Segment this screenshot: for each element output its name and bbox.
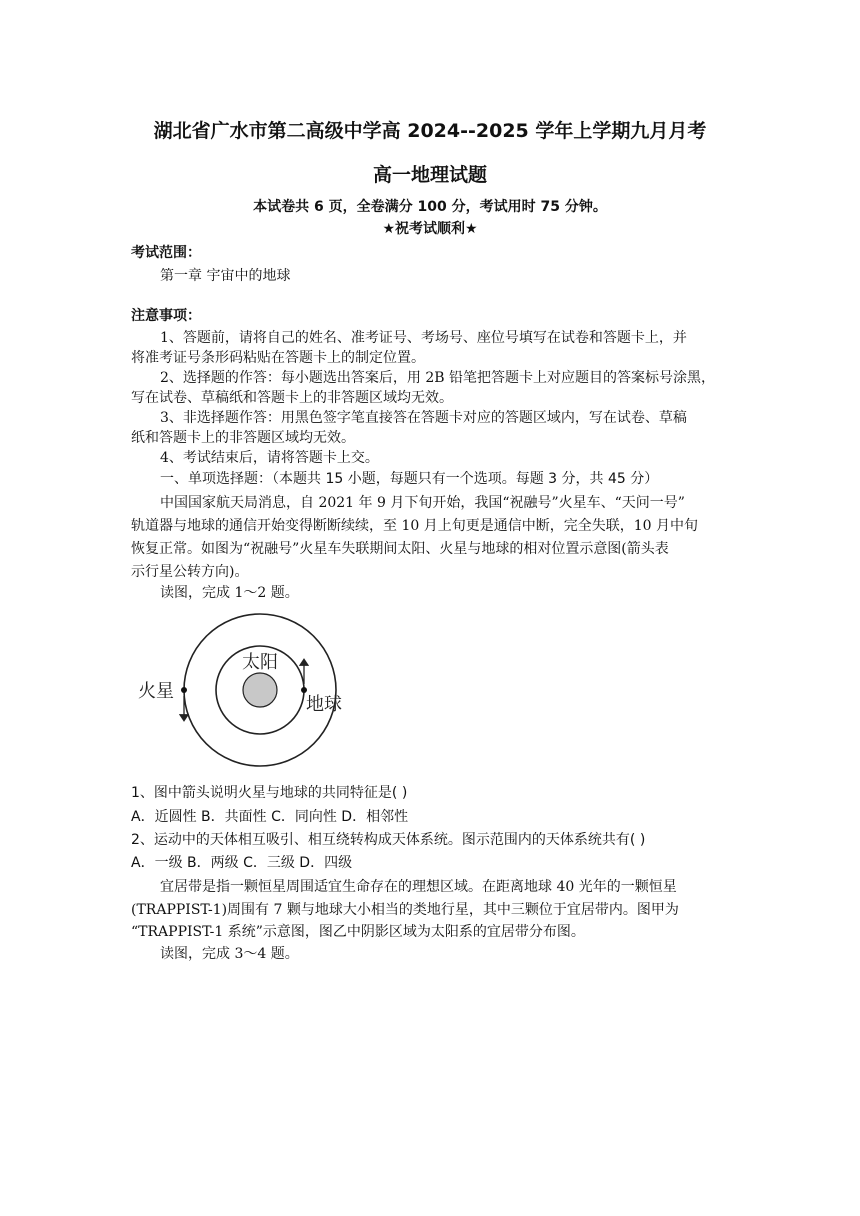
sun-disk <box>243 673 277 707</box>
passage1-line-2: 轨道器与地球的通信开始变得断断续续，至 10 月上旬更是通信中断，完全失联，10 月中旬 <box>131 518 698 534</box>
notes-line-2: 将准考证号条形码粘贴在答题卡上的制定位置。 <box>131 350 425 366</box>
passage1-line-4: 示行星公转方向)。 <box>131 564 249 580</box>
earth-label: 地球 <box>306 694 342 715</box>
earth-dot <box>301 687 307 693</box>
read-instruction-1: 读图，完成 1～2 题。 <box>160 585 299 601</box>
page-title: 湖北省广水市第二高级中学高 2024--2025 学年上学期九月月考 <box>153 120 707 142</box>
passage2-line-3: “TRAPPIST-1 系统”示意图，图乙中阴影区域为太阳系的宜居带分布图。 <box>131 924 585 940</box>
notes-line-1: 1、答题前，请将自己的姓名、准考证号、考场号、座位号填写在试卷和答题卡上，并 <box>160 330 687 346</box>
page-subtitle: 高一地理试题 <box>372 164 487 186</box>
notes-line-3: 2、选择题的作答：每小题选出答案后，用 2B 铅笔把答题卡上对应题目的答案标号涂黑， <box>160 370 716 386</box>
read-instruction-2: 读图，完成 3～4 题。 <box>160 946 299 962</box>
question-2: 2、运动中的天体相互吸引、相互绕转构成天体系统。图示范围内的天体系统共有( ) <box>131 832 646 848</box>
orbit-diagram <box>130 608 370 776</box>
notes-heading: 注意事项： <box>131 308 201 324</box>
passage1-line-3: 恢复正常。如图为“祝融号”火星车失联期间太阳、火星与地球的相对位置示意图(箭头表 <box>131 541 669 557</box>
passage2-line-1: 宜居带是指一颗恒星周围适宜生命存在的理想区域。在距离地球 40 光年的一颗恒星 <box>160 879 677 895</box>
sun-label: 太阳 <box>242 652 278 673</box>
question-2-options: A．一级 B．两级 C．三级 D．四级 <box>131 855 353 871</box>
mars-dot <box>181 687 187 693</box>
mars-label: 火星 <box>138 681 174 702</box>
question-1-options: A．近圆性 B．共面性 C．同向性 D．相邻性 <box>131 809 409 825</box>
notes-line-6: 纸和答题卡上的非答题区域均无效。 <box>131 430 355 446</box>
section1-heading: 一、单项选择题：（本题共 15 小题，每题只有一个选项。每题 3 分，共 45 分） <box>160 471 659 487</box>
scope-content: 第一章 宇宙中的地球 <box>160 268 291 284</box>
scope-heading: 考试范围： <box>131 245 201 261</box>
question-1: 1、图中箭头说明火星与地球的共同特征是( ) <box>131 785 408 801</box>
notes-line-4: 写在试卷、草稿纸和答题卡上的非答题区域均无效。 <box>131 390 453 406</box>
notes-line-7: 4、考试结束后，请将答题卡上交。 <box>160 450 379 466</box>
exam-info: 本试卷共 6 页，全卷满分 100 分，考试用时 75 分钟。 <box>253 199 607 215</box>
notes-line-5: 3、非选择题作答：用黑色签字笔直接答在答题卡对应的答题区域内，写在试卷、草稿 <box>160 410 687 426</box>
passage2-line-2: (TRAPPIST-1)周围有 7 颗与地球大小相当的类地行星，其中三颗位于宜居带内。图甲为 <box>131 902 679 918</box>
passage1-line-1: 中国国家航天局消息，自 2021 年 9 月下旬开始，我国“祝融号”火星车、“天问一号” <box>160 495 685 511</box>
good-luck: ★祝考试顺利★ <box>382 221 478 237</box>
